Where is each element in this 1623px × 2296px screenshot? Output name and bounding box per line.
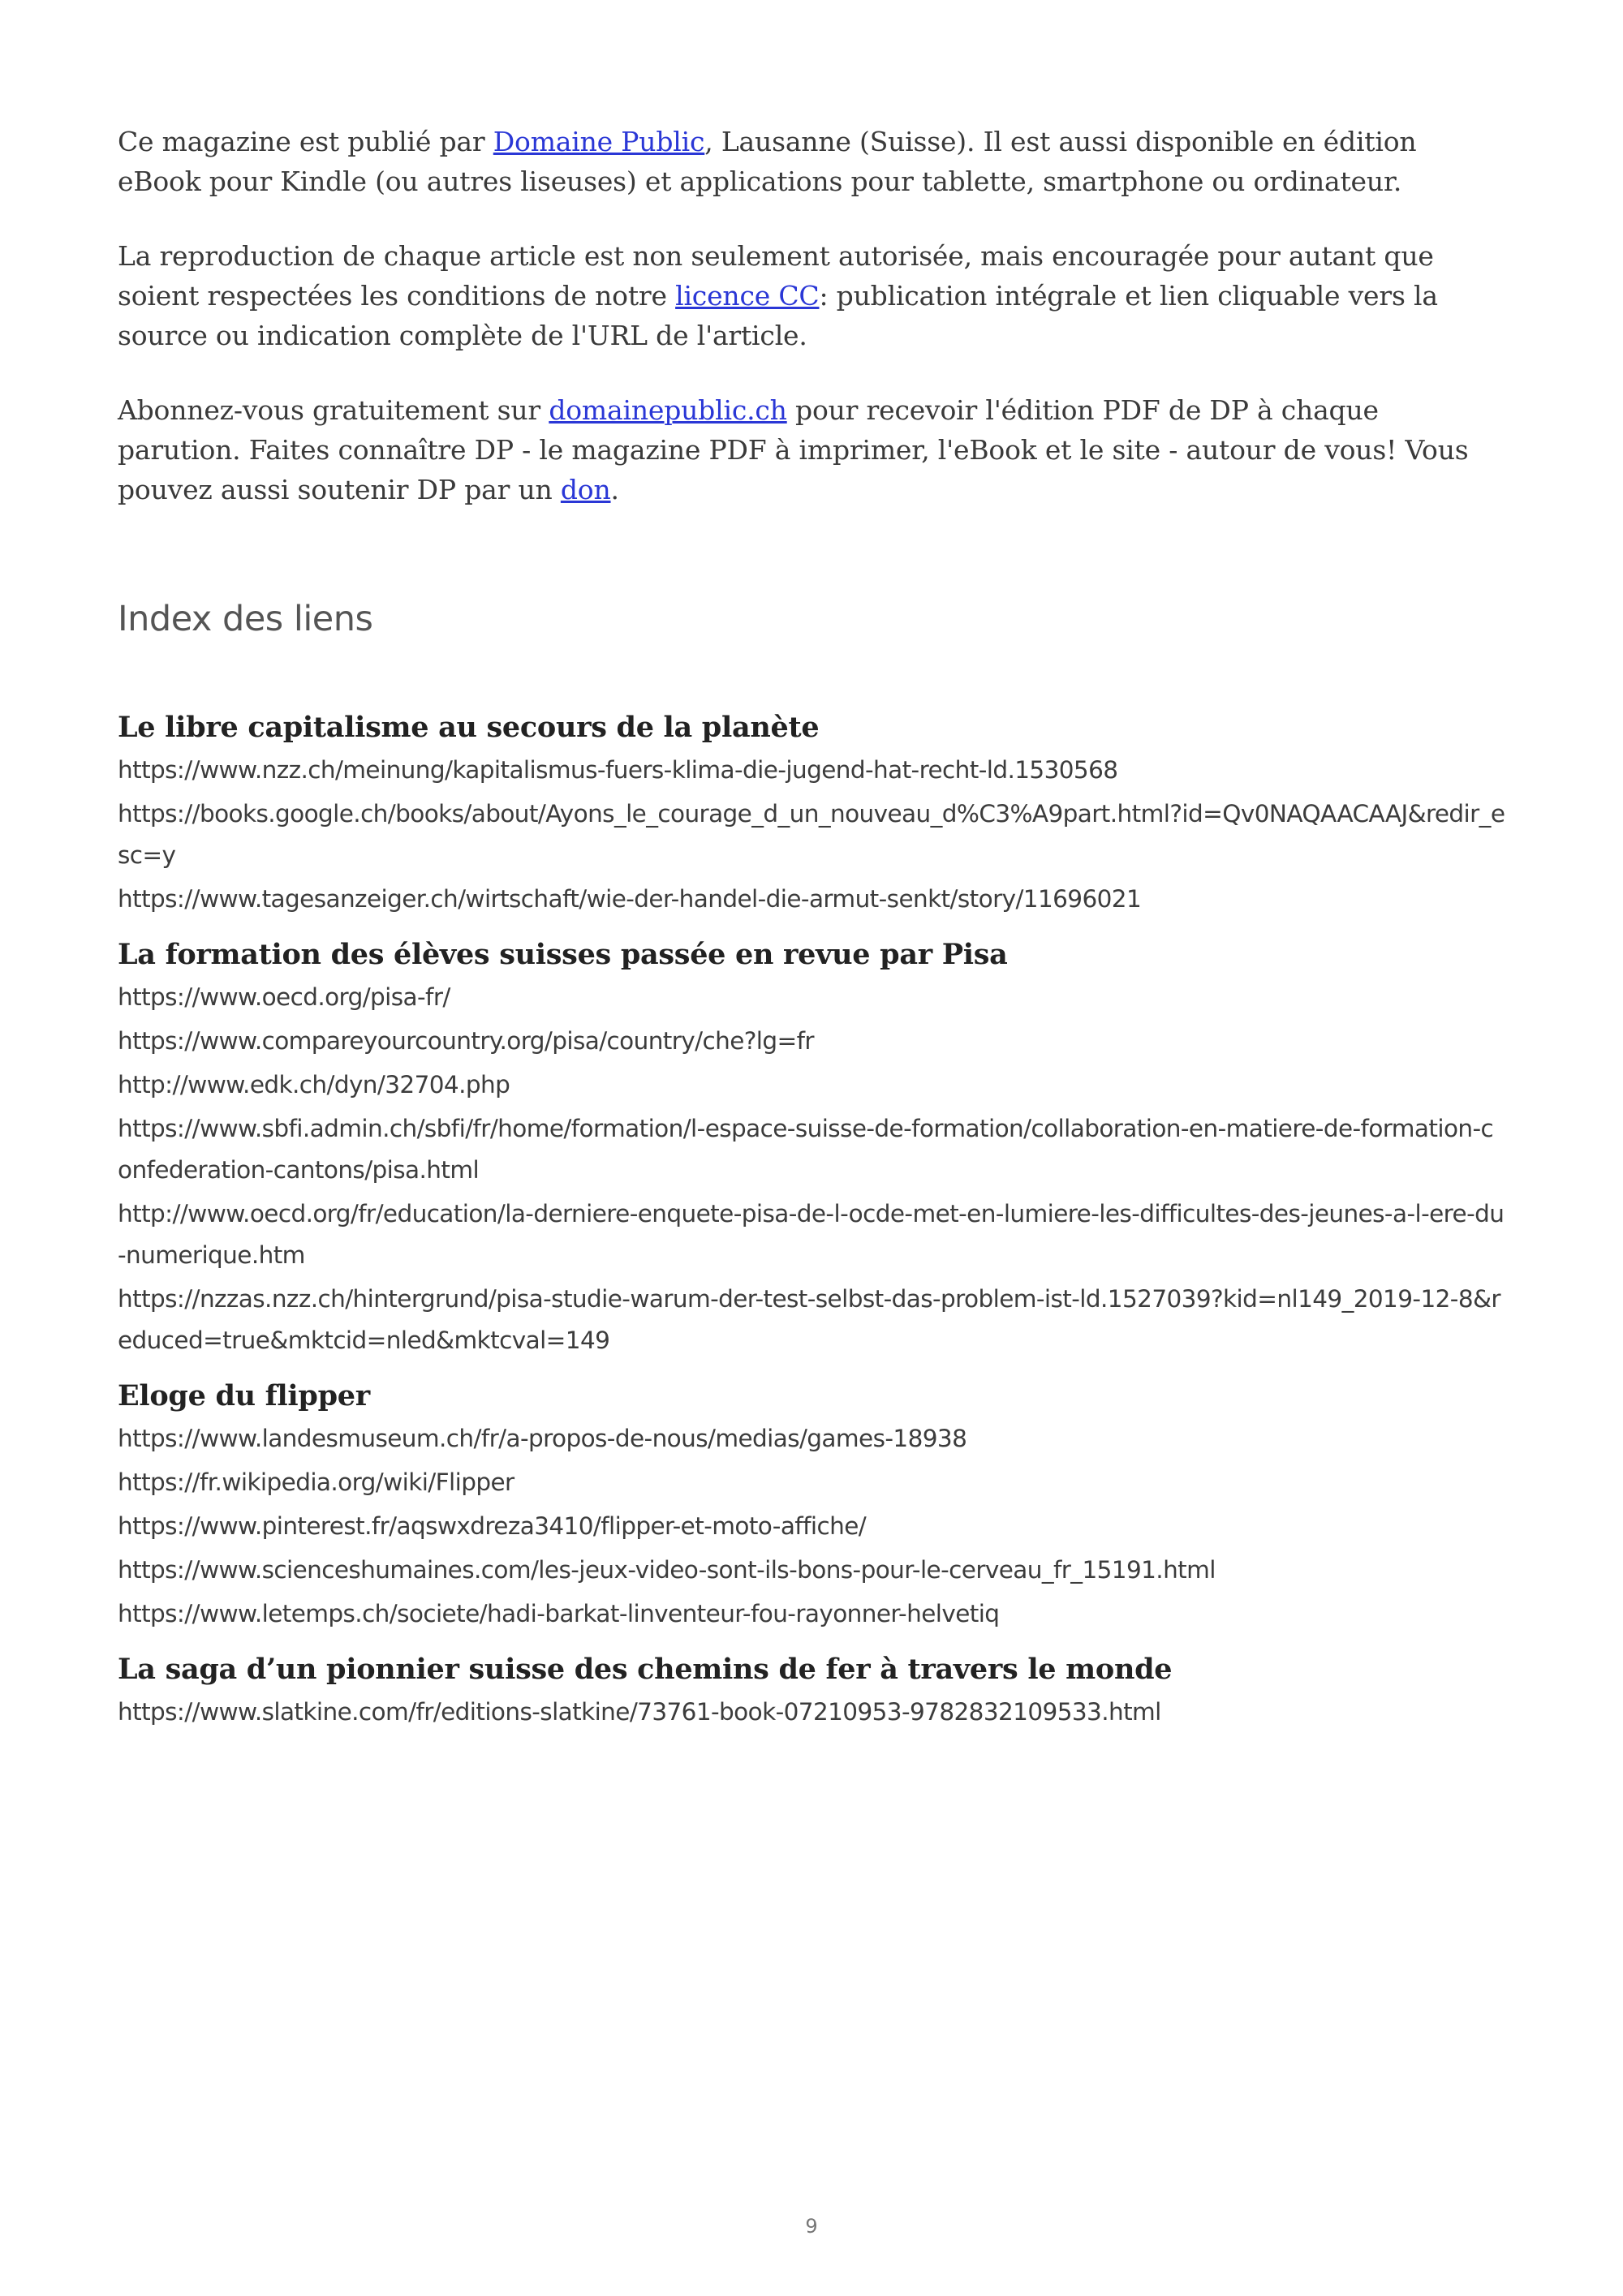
link-section [118, 936, 1505, 1361]
link-url[interactable]: https://www.pinterest.fr/aqswxdreza3410/flipper-et-moto-affiche/ [118, 1512, 867, 1540]
link-url[interactable]: https://www.tagesanzeiger.ch/wirtschaft/wie-der-handel-die-armut-senkt/story/11696021 [118, 885, 1142, 913]
link-url[interactable]: https://www.sbfi.admin.ch/sbfi/fr/home/formation/l-espace-suisse-de-formation/collaboration-en-matiere-de-formation-confederation-cantons/pisa.html [118, 1115, 1494, 1184]
link-url[interactable]: https://www.nzz.ch/meinung/kapitalismus-fuers-klima-die-jugend-hat-recht-ld.1530568 [118, 756, 1118, 784]
link-list [118, 977, 1505, 1361]
intro-paragraph-license [118, 236, 1505, 355]
intro-text: : publication intégrale et lien cliquable vers la source ou indication complète de l'URL de l'article. [118, 280, 1438, 351]
intro-paragraph-publisher [118, 122, 1505, 201]
intro-text: , Lausanne (Suisse). Il est aussi disponible en édition eBook pour Kindle (ou autres liseuses) et applications pour tablette, smartphone ou ordinateur. [118, 126, 1417, 197]
intro-text: Abonnez-vous gratuitement sur [118, 394, 549, 426]
link-url[interactable]: https://www.oecd.org/pisa-fr/ [118, 983, 450, 1011]
intro-paragraph-subscribe [118, 390, 1505, 510]
index-title: Index des liens [118, 599, 373, 639]
link-url[interactable]: http://www.edk.ch/dyn/32704.php [118, 1071, 510, 1099]
link-url[interactable]: https://nzzas.nzz.ch/hintergrund/pisa-studie-warum-der-test-selbst-das-problem-ist-ld.1527039?kid=nl149_2019-12-8&reduced=true&mktcid=nled&mktcval=149 [118, 1285, 1500, 1354]
don-link[interactable]: don [560, 474, 611, 505]
licence-cc-link[interactable]: licence CC [675, 280, 820, 312]
link-section [118, 709, 1505, 920]
intro-text: . [610, 474, 619, 505]
intro-text: La reproduction de chaque article est non seulement autorisée, mais encouragée pour autant que soient respectées les conditions de notre [118, 240, 1434, 312]
link-list [118, 1418, 1505, 1635]
domainepublic-link[interactable]: domainepublic.ch [549, 394, 787, 426]
section-title: La saga d’un pionnier suisse des chemins de fer à travers le monde [118, 1653, 1173, 1686]
link-url[interactable]: https://fr.wikipedia.org/wiki/Flipper [118, 1468, 514, 1496]
link-section [118, 1378, 1505, 1635]
domaine-public-link[interactable]: Domaine Public [493, 126, 705, 157]
section-title: La formation des élèves suisses passée en revue par Pisa [118, 938, 1008, 971]
page-number: 9 [805, 2215, 818, 2238]
link-url[interactable]: https://www.landesmuseum.ch/fr/a-propos-de-nous/medias/games-18938 [118, 1425, 967, 1452]
link-url[interactable]: https://www.letemps.ch/societe/hadi-barkat-linventeur-fou-rayonner-helvetiq [118, 1600, 1000, 1627]
section-title: Eloge du flipper [118, 1379, 370, 1412]
intro-text: Ce magazine est publié par [118, 126, 493, 157]
link-list [118, 1692, 1505, 1733]
link-index [118, 709, 1505, 1733]
intro-block [118, 122, 1505, 510]
link-url[interactable]: https://books.google.ch/books/about/Ayons_le_courage_d_un_nouveau_d%C3%A9part.html?id=Qv0NAQAACAAJ&redir_esc=y [118, 800, 1505, 869]
link-url[interactable]: https://www.scienceshumaines.com/les-jeux-video-sont-ils-bons-pour-le-cerveau_fr_15191.html [118, 1556, 1216, 1584]
link-section [118, 1651, 1505, 1733]
intro-text: pour recevoir l'édition PDF de DP à chaque parution. Faites connaître DP - le magazine PDF à imprimer, l'eBook et le site - autour de vous! Vous pouvez aussi soutenir DP par un [118, 394, 1469, 505]
section-title: Le libre capitalisme au secours de la planète [118, 711, 820, 744]
link-url[interactable]: http://www.oecd.org/fr/education/la-derniere-enquete-pisa-de-l-ocde-met-en-lumiere-les-difficultes-des-jeunes-a-l-ere-du-numerique.htm [118, 1200, 1505, 1269]
link-url[interactable]: https://www.slatkine.com/fr/editions-slatkine/73761-book-07210953-9782832109533.html [118, 1698, 1161, 1726]
link-list [118, 750, 1505, 920]
link-url[interactable]: https://www.compareyourcountry.org/pisa/country/che?lg=fr [118, 1027, 814, 1055]
